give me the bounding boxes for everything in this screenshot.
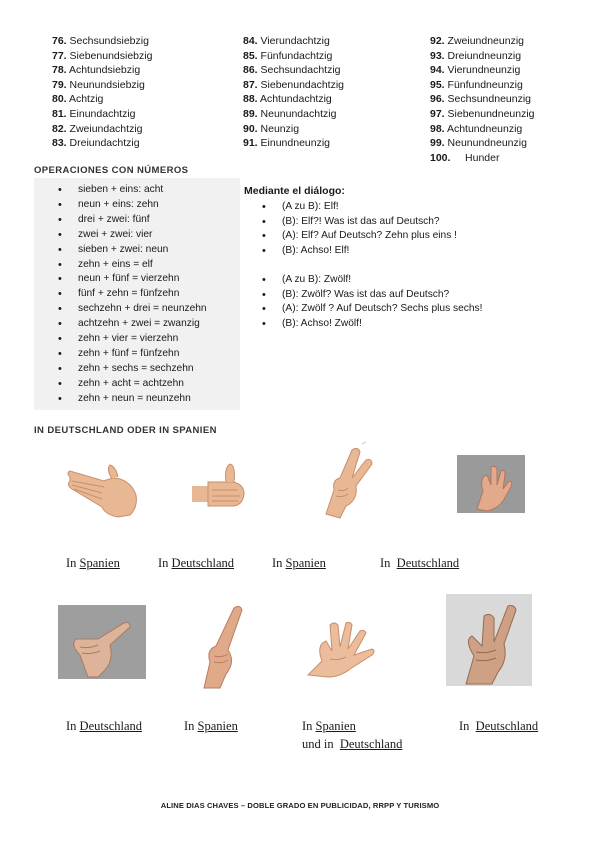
caption-3: In Spanien xyxy=(272,556,326,570)
number-row: 95. Fünfundneunzig xyxy=(430,78,523,91)
hand-gun-photo-image xyxy=(58,605,146,679)
number-row: 91. Einundneunzig xyxy=(243,137,331,150)
list-item: • zehn + eins = elf xyxy=(52,258,207,273)
number-row: 88. Achtundachtzig xyxy=(243,93,332,106)
hand-thumb-up-image xyxy=(190,460,252,512)
number-row: 94. Vierundneunzig xyxy=(430,64,521,77)
number-row: 85. Fünfundachtzig xyxy=(243,49,333,62)
number-row: 78. Achtundsiebzig xyxy=(52,64,141,77)
number-row: 76. Sechsundsiebzig xyxy=(52,35,149,47)
hand-two-fingers-image xyxy=(312,440,378,520)
number-row: 92. Zweiundneunzig xyxy=(430,35,524,47)
list-item: • drei + zwei: fünf xyxy=(52,213,207,228)
footer: ALINE DIAS CHAVES – DOBLE GRADO EN PUBLICIDAD, RRPP Y TURISMO xyxy=(160,801,440,810)
dialog-line: • (A): Elf? Auf Deutsch? Zehn plus eins ! xyxy=(262,229,457,244)
dialog-group-2 xyxy=(262,273,482,332)
list-item: • neun + fünf = vierzehn xyxy=(52,272,207,287)
number-row: 87. Siebenundachtzig xyxy=(243,78,345,91)
hand-index-finger-image xyxy=(196,600,250,690)
operations-list xyxy=(52,183,207,407)
number-row: 83. Dreiundachtzig xyxy=(52,137,140,150)
dialog-line: • (B): Elf?! Was ist das auf Deutsch? xyxy=(262,215,457,230)
dialog-line: • (A zu B): Zwölf! xyxy=(262,273,482,288)
number-row: 84. Vierundachtzig xyxy=(243,35,330,47)
number-row: 77. Siebenundsiebzig xyxy=(52,49,153,62)
list-item: • zehn + sechs = sechzehn xyxy=(52,362,207,377)
list-item: • sechzehn + drei = neunzehn xyxy=(52,302,207,317)
list-item: • sieben + zwei: neun xyxy=(52,243,207,258)
caption-4: In Deutschland xyxy=(380,556,460,570)
number-row: 81. Einundachtzig xyxy=(52,107,136,120)
list-item: • zwei + zwei: vier xyxy=(52,228,207,243)
operations-heading: OPERACIONES CON NÚMEROS xyxy=(34,165,189,176)
list-item: • neun + eins: zehn xyxy=(52,198,207,213)
number-row: 86. Sechsundachtzig xyxy=(243,64,341,77)
list-item: • zehn + neun = neunzehn xyxy=(52,392,207,407)
caption-1: In Spanien xyxy=(66,556,120,570)
hand-photo-image xyxy=(457,455,525,513)
dialog-line: • (A zu B): Elf! xyxy=(262,200,457,215)
number-row: 89. Neunundachtzig xyxy=(243,107,337,120)
hand-flat-image xyxy=(62,455,142,521)
number-row: 98. Achtundneunzig xyxy=(430,122,523,135)
caption-5: In Deutschland xyxy=(66,719,143,733)
dialog-title: Mediante el diálogo: xyxy=(244,185,345,197)
dialog-line: • (A): Zwölf ? Auf Deutsch? Sechs plus sechs! xyxy=(262,302,482,317)
list-item: • zehn + fünf = fünfzehn xyxy=(52,347,207,362)
dialog-line: • (B): Zwölf? Was ist das auf Deutsch? xyxy=(262,288,482,303)
hand-three-fingers-photo-image xyxy=(446,594,532,686)
dialog-line: • (B): Achso! Zwölf! xyxy=(262,317,482,332)
list-item: • achtzehn + zwei = zwanzig xyxy=(52,317,207,332)
number-column-2 xyxy=(243,34,344,151)
caption-7-extra: und in Deutschland xyxy=(302,737,403,751)
list-item: • fünf + zehn = fünfzehn xyxy=(52,287,207,302)
number-row: 100. Hunder xyxy=(430,151,500,164)
caption-6: In Spanien xyxy=(184,719,238,733)
number-row: 82. Zweiundachtzig xyxy=(52,122,143,135)
list-item: • zehn + acht = achtzehn xyxy=(52,377,207,392)
number-row: 96. Sechsundneunzig xyxy=(430,93,532,106)
countries-heading: IN DEUTSCHLAND ODER IN SPANIEN xyxy=(34,425,217,436)
dialog-line: • (B): Achso! Elf! xyxy=(262,244,457,259)
list-item: • zehn + vier = vierzehn xyxy=(52,332,207,347)
number-column-1 xyxy=(52,34,152,151)
caption-8: In Deutschland xyxy=(459,719,539,733)
number-row: 80. Achtzig xyxy=(52,93,104,106)
number-row: 90. Neunzig xyxy=(243,122,300,135)
number-column-3 xyxy=(430,34,535,165)
hand-open-palm-image xyxy=(302,615,382,681)
number-row: 99. Neunundneunzig xyxy=(430,137,527,150)
caption-2: In Deutschland xyxy=(158,556,235,570)
number-row: 79. Neunundsiebzig xyxy=(52,78,145,91)
caption-7: In Spanien xyxy=(302,719,356,733)
dialog-group-1 xyxy=(262,200,457,259)
list-item: • sieben + eins: acht xyxy=(52,183,207,198)
number-row: 93. Dreiundneunzig xyxy=(430,49,522,62)
number-row: 97. Siebenundneunzig xyxy=(430,107,535,120)
